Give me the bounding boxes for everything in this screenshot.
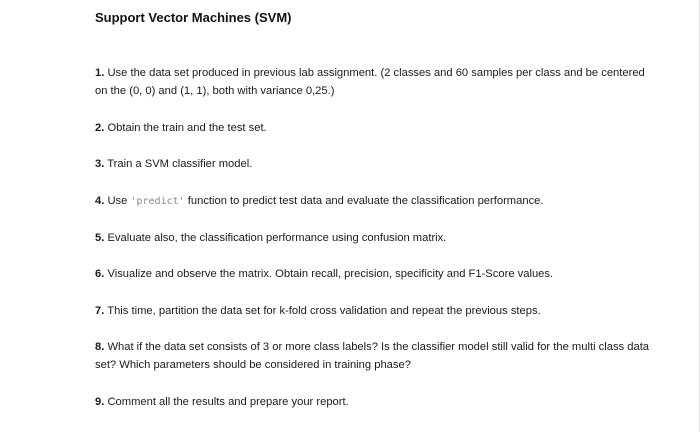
item-text: function to predict test data and evaluate the classification performance.	[187, 195, 544, 207]
list-item	[95, 120, 655, 138]
item-text: Evaluate also, the classification performance using confusion matrix.	[107, 232, 447, 244]
inline-code: 'predict'	[130, 196, 185, 207]
item-text: What if the data set consists of 3 or more class labels? Is the classifier model still valid for the multi class data set? Which parameters should be considered in training phase?	[95, 341, 650, 371]
item-text: Obtain the train and the test set.	[107, 122, 267, 134]
list-item	[95, 303, 655, 321]
item-text: Train a SVM classifier model.	[107, 158, 253, 170]
list-item	[95, 339, 655, 374]
item-number: 8.	[95, 341, 105, 353]
list-item	[95, 156, 655, 174]
document-title: Support Vector Machines (SVM)	[95, 10, 292, 25]
item-number: 4.	[95, 195, 105, 207]
item-number: 3.	[95, 158, 105, 170]
list-item	[95, 193, 655, 211]
list-item	[95, 394, 655, 412]
item-number: 9.	[95, 396, 105, 408]
item-text: Visualize and observe the matrix. Obtain recall, precision, specificity and F1-Score values.	[107, 268, 554, 280]
item-number: 1.	[95, 67, 105, 79]
list-item	[95, 230, 655, 248]
item-number: 7.	[95, 305, 105, 317]
item-number: 6.	[95, 268, 105, 280]
item-text: Use the data set produced in previous lab assignment. (2 classes and 60 samples per class and be centered on the (0, 0) and (1, 1), both with variance 0,25.)	[95, 67, 645, 97]
item-text: Comment all the results and prepare your report.	[107, 396, 349, 408]
list-item	[95, 266, 655, 284]
item-text: This time, partition the data set for k-fold cross validation and repeat the previous steps.	[107, 305, 541, 317]
item-number: 2.	[95, 122, 105, 134]
list-item	[95, 65, 655, 100]
item-text: Use	[107, 195, 128, 207]
item-number: 5.	[95, 232, 105, 244]
